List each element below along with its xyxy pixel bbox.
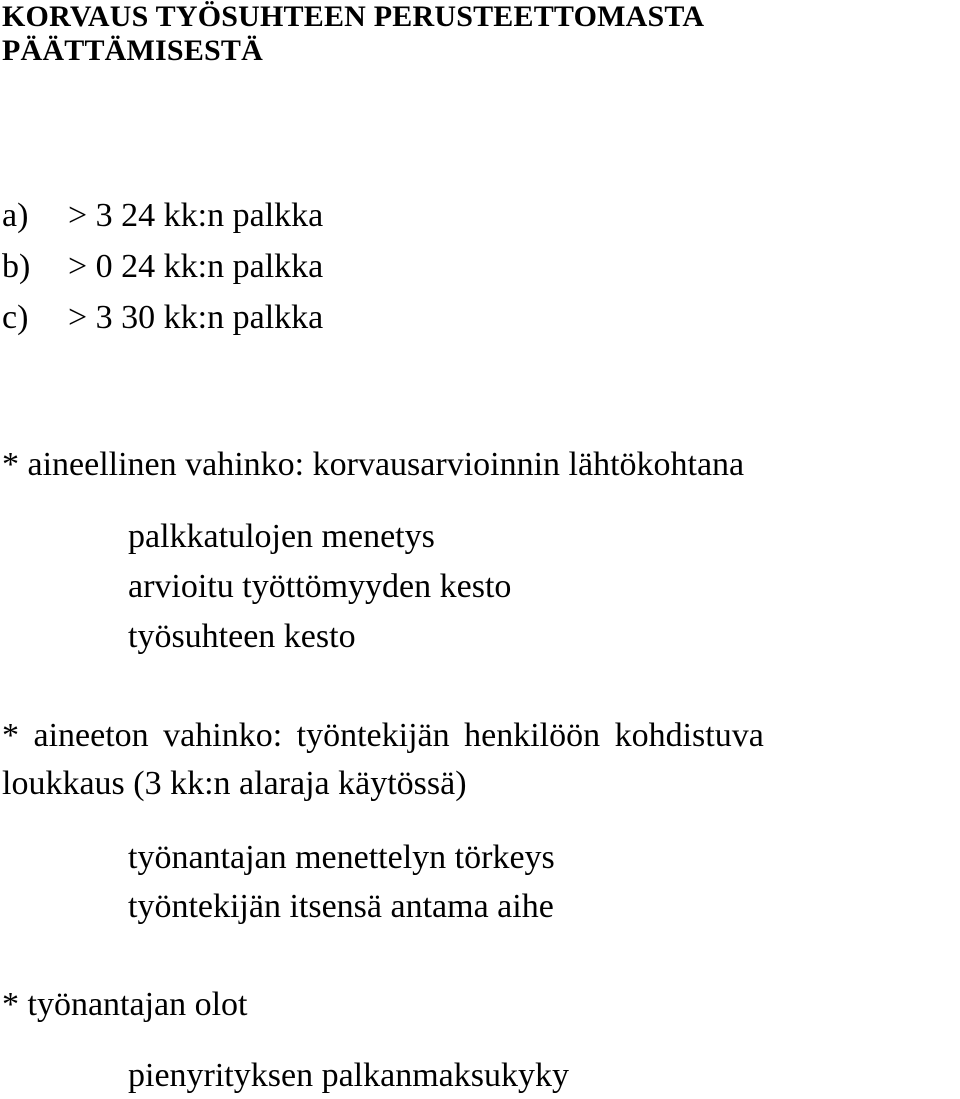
page-title-line-2: PÄÄTTÄMISESTÄ xyxy=(2,34,263,67)
material-item-employment-duration: työsuhteen kesto xyxy=(128,618,356,655)
option-a-label: a) xyxy=(2,197,29,234)
immaterial-item-employer-conduct: työnantajan menettelyn törkeys xyxy=(128,839,555,876)
immaterial-damage-heading-line-1: * aineeton vahinko: työntekijän henkilöön kohdistuva xyxy=(2,717,764,754)
option-a xyxy=(2,199,323,233)
employer-item-payment-capacity: pienyrityksen palkanmaksukyky xyxy=(128,1057,569,1094)
immaterial-damage-heading-line-2: loukkaus (3 kk:n alaraja käytössä) xyxy=(2,765,467,802)
material-damage-heading: * aineellinen vahinko: korvausarvioinnin lähtökohtana xyxy=(2,446,745,483)
option-a-text: > 3 24 kk:n palkka xyxy=(68,197,324,234)
option-b-text: > 0 24 kk:n palkka xyxy=(68,248,324,285)
page-title-line-1: KORVAUS TYÖSUHTEEN PERUSTEETTOMASTA xyxy=(2,0,705,33)
option-c-text: > 3 30 kk:n palkka xyxy=(68,299,324,336)
material-item-unemployment-duration: arvioitu työttömyyden kesto xyxy=(128,568,512,605)
material-item-income-loss: palkkatulojen menetys xyxy=(128,518,435,555)
option-b-label: b) xyxy=(2,248,31,285)
option-c xyxy=(2,301,323,335)
option-c-label: c) xyxy=(2,299,29,336)
immaterial-item-employee-cause: työntekijän itsensä antama aihe xyxy=(128,888,554,925)
option-b xyxy=(2,250,323,284)
employer-conditions-heading: * työnantajan olot xyxy=(2,986,248,1023)
